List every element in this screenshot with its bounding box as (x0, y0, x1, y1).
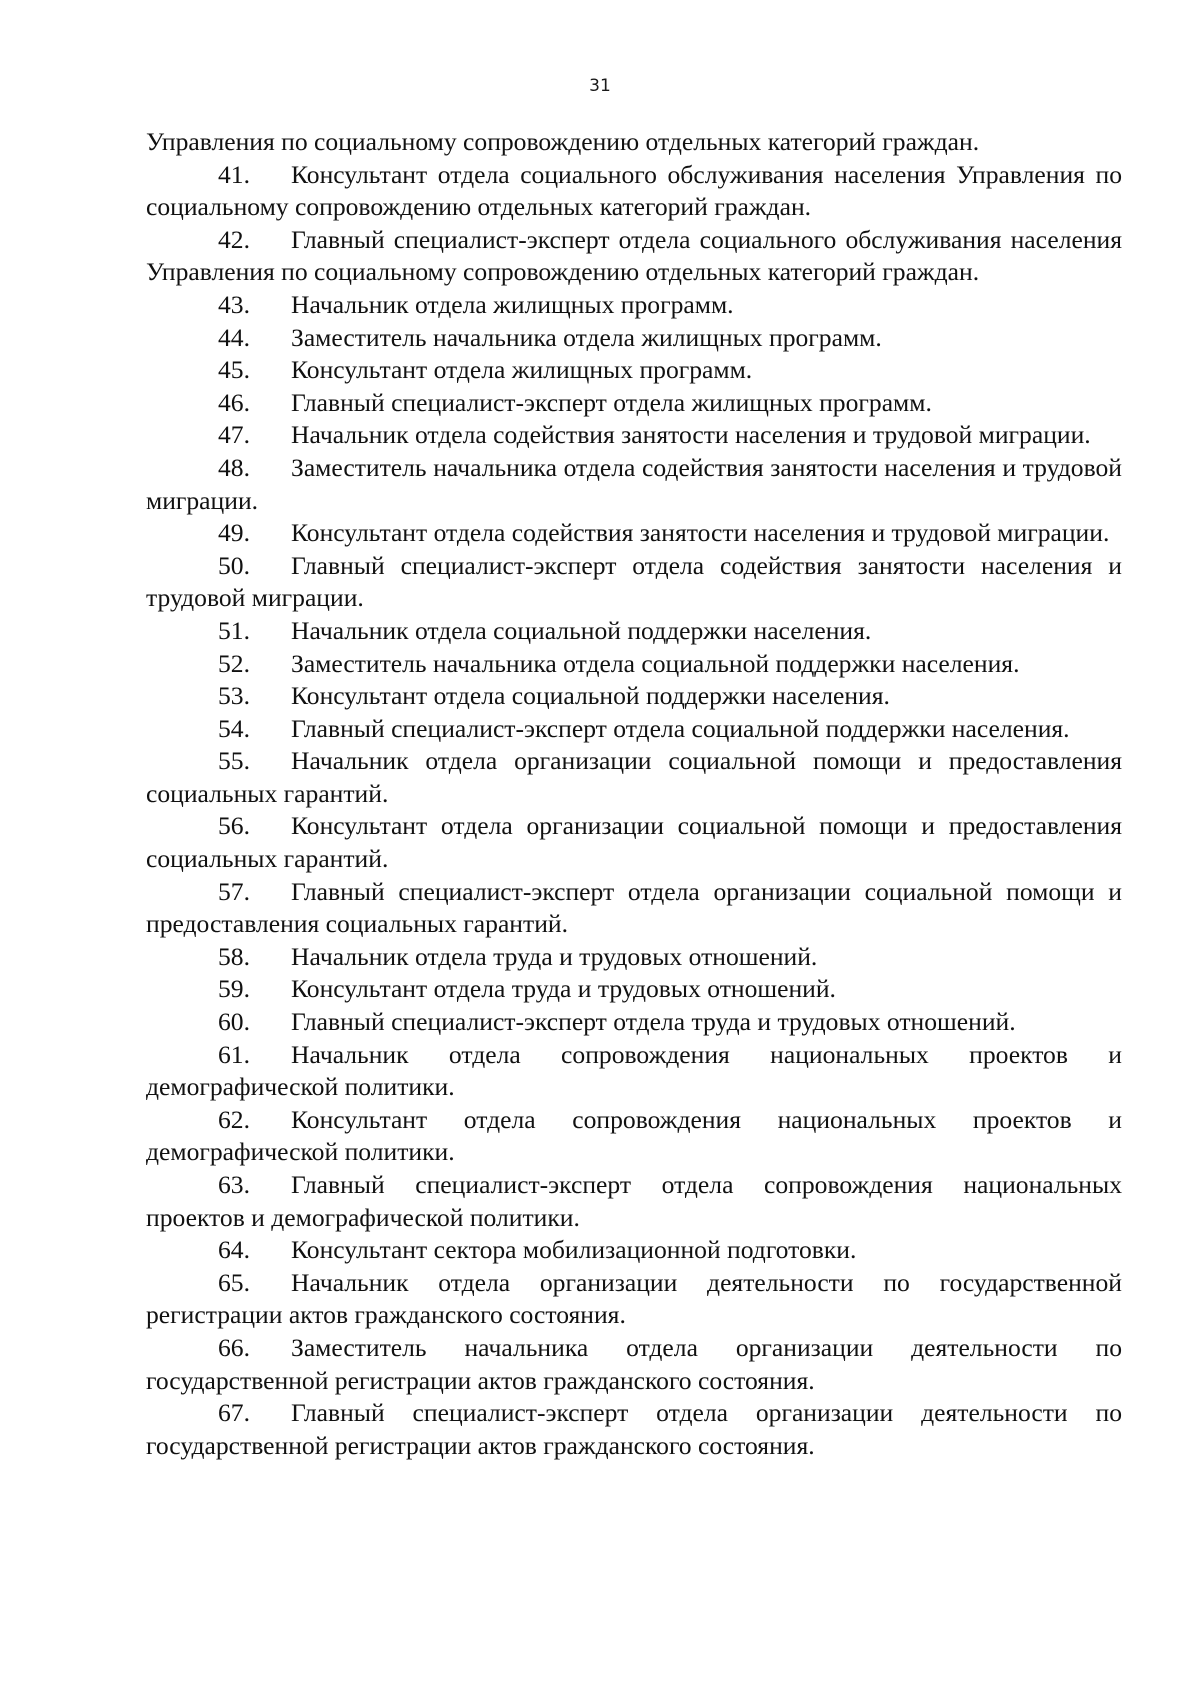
list-item-number: 54. (218, 713, 250, 743)
list-item (146, 387, 1122, 420)
list-item-text: Консультант отдела сопровождения национальных проектов и демографической политики. (146, 1104, 1122, 1167)
list-item (146, 289, 1122, 322)
list-item-number: 44. (218, 322, 250, 352)
list-item-text: Консультант отдела социального обслуживания населения Управления по социальному сопровождению отдельных категорий граждан. (146, 159, 1122, 222)
list-item (146, 1332, 1122, 1397)
list-item-text: Начальник отдела жилищных программ. (291, 289, 734, 319)
list-item (146, 1006, 1122, 1039)
list-item (146, 517, 1122, 550)
list-item-number: 42. (218, 224, 250, 254)
list-item-text: Главный специалист-эксперт отдела жилищных программ. (291, 387, 932, 417)
list-item-number: 62. (218, 1104, 250, 1134)
list-item-text: Заместитель начальника отдела социальной поддержки населения. (291, 648, 1020, 678)
list-item-number: 52. (218, 648, 250, 678)
document-body (146, 126, 1122, 1462)
list-item (146, 1234, 1122, 1267)
list-item (146, 1104, 1122, 1169)
list-item-text: Главный специалист-эксперт отдела социального обслуживания населения Управления по социальному сопровождению отдельных категорий граждан. (146, 224, 1122, 287)
list-item (146, 159, 1122, 224)
list-item-text: Заместитель начальника отдела организации деятельности по государственной регистрации актов гражданского состояния. (146, 1332, 1122, 1395)
list-item (146, 973, 1122, 1006)
list-item-number: 50. (218, 550, 250, 580)
list-item-number: 67. (218, 1398, 250, 1428)
list-item (146, 1169, 1122, 1234)
continuation-paragraph: Управления по социальному сопровождению отдельных категорий граждан. (146, 127, 980, 156)
list-item-number: 66. (218, 1332, 250, 1362)
list-item (146, 550, 1122, 615)
list-item-text: Главный специалист-эксперт отдела социальной поддержки населения. (291, 713, 1070, 743)
list-item-number: 60. (218, 1007, 250, 1037)
list-item-text: Начальник отдела социальной поддержки населения. (291, 615, 872, 645)
list-item-text: Начальник отдела организации деятельности по государственной регистрации актов гражданского состояния. (146, 1267, 1122, 1330)
list-item (146, 1267, 1122, 1332)
list-item (146, 615, 1122, 648)
list-item (146, 1397, 1122, 1462)
list-item-text: Главный специалист-эксперт отдела организации социальной помощи и предоставления социальных гарантий. (146, 876, 1122, 939)
list-item-text: Главный специалист-эксперт отдела труда и трудовых отношений. (291, 1007, 1016, 1037)
list-item-number: 59. (218, 974, 250, 1004)
list-item-number: 64. (218, 1235, 250, 1265)
list-item-number: 65. (218, 1267, 250, 1297)
list-item-number: 49. (218, 518, 250, 548)
list-item-text: Начальник отдела сопровождения национальных проектов и демографической политики. (146, 1039, 1122, 1102)
list-item-number: 51. (218, 615, 250, 645)
list-item (146, 745, 1122, 810)
list-item (146, 680, 1122, 713)
list-item-number: 48. (218, 452, 250, 482)
list-item (146, 224, 1122, 289)
list-item (146, 648, 1122, 681)
list-item-text: Консультант отдела жилищных программ. (291, 355, 753, 385)
list-item-number: 41. (218, 159, 250, 189)
list-item-text: Заместитель начальника отдела содействия занятости населения и трудовой миграции. (146, 452, 1122, 515)
list-item-text: Консультант отдела труда и трудовых отношений. (291, 974, 836, 1004)
list-item-number: 58. (218, 941, 250, 971)
list-item-text: Главный специалист-эксперт отдела содействия занятости населения и трудовой миграции. (146, 550, 1122, 613)
list-item (146, 354, 1122, 387)
list-item (146, 322, 1122, 355)
list-item-text: Начальник отдела труда и трудовых отношений. (291, 941, 818, 971)
list-item (146, 810, 1122, 875)
page-number: 31 (589, 76, 611, 96)
list-item-text: Главный специалист-эксперт отдела сопровождения национальных проектов и демографической политики. (146, 1170, 1122, 1232)
list-item-number: 55. (218, 746, 250, 776)
list-item (146, 1039, 1122, 1104)
list-item-number: 61. (218, 1039, 250, 1069)
list-item-text: Заместитель начальника отдела жилищных программ. (291, 322, 882, 352)
list-item (146, 452, 1122, 517)
list-item (146, 941, 1122, 974)
list-item-text: Консультант отдела социальной поддержки населения. (291, 681, 890, 711)
list-item (146, 876, 1122, 941)
list-item-number: 46. (218, 387, 250, 417)
list-item-text: Консультант отдела содействия занятости населения и трудовой миграции. (291, 518, 1110, 548)
list-item-text: Главный специалист-эксперт отдела организации деятельности по государственной регистрации актов гражданского состояния. (146, 1398, 1122, 1460)
list-item-text: Консультант отдела организации социальной помощи и предоставления социальных гарантий. (146, 811, 1122, 874)
list-item-number: 47. (218, 420, 250, 450)
list-item-number: 53. (218, 681, 250, 711)
list-item (146, 713, 1122, 746)
list-item-number: 43. (218, 289, 250, 319)
numbered-list (146, 159, 1122, 1463)
list-item-text: Начальник отдела организации социальной помощи и предоставления социальных гарантий. (146, 746, 1122, 808)
list-item-number: 45. (218, 355, 250, 385)
list-item (146, 419, 1122, 452)
list-item-number: 57. (218, 876, 250, 906)
list-item-text: Начальник отдела содействия занятости населения и трудовой миграции. (291, 420, 1091, 450)
list-item-number: 56. (218, 811, 250, 841)
list-item-number: 63. (218, 1170, 250, 1199)
list-item-text: Консультант сектора мобилизационной подготовки. (291, 1235, 857, 1265)
